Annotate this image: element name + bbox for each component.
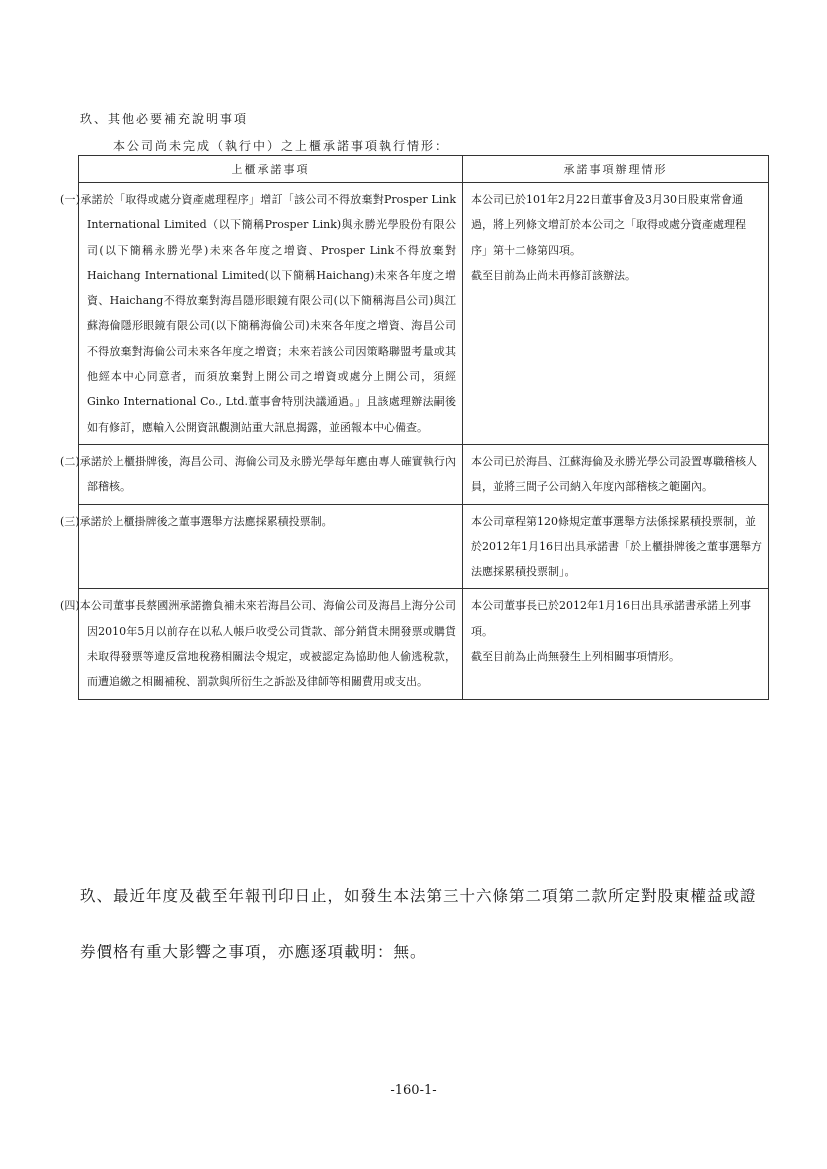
commitment-text: (二)承諾於上櫃掛牌後，海昌公司、海倫公司及永勝光學每年應由專人確實執行內部稽核。 [60,454,456,494]
commitments-table [60,155,769,700]
commitment-cell [60,444,463,504]
table-row [79,183,769,445]
page-number: -160-1- [390,1083,437,1098]
status-text: 本公司董事長已於2012年1月16日出具承諾書承諾上列事項。 [471,599,751,638]
table-row [79,444,769,504]
table-row [79,589,769,699]
commitment-text: (四)本公司董事長蔡國洲承諾擔負補未來若海昌公司、海倫公司及海昌上海分公司因2010年5月以前存在以私人帳戶收受公司貨款、部分銷貨未開發票或購貨未取得發票等違反當地稅務相關法令規定，或被認定為協助他人偷逃稅款，而遭追繳之相關補稅、罰款與所衍生之訴訟及律師等相關費用或支出。 [60,599,456,689]
table-header-row [79,156,769,183]
status-cell [463,589,769,699]
commitment-text: (三)承諾於上櫃掛牌後之董事選舉方法應採累積投票制。 [60,514,333,528]
table-row [79,504,769,589]
status-cell [463,504,769,589]
status-text: 本公司已於101年2月22日董事會及3月30日股東常會通過，將上列條文增訂於本公司之「取得或處分資產處理程序」第十二條第四項。 [471,193,746,257]
commitment-cell [60,504,463,589]
status-text: 本公司已於海昌、江蘇海倫及永勝光學公司設置專職稽核人員，並將三間子公司納入年度內部稽核之範圍內。 [471,454,757,494]
section-intro: 本公司尚未完成（執行中）之上櫃承諾事項執行情形： [113,139,450,153]
commitment-text: (一)承諾於「取得或處分資產處理程序」增訂「該公司不得放棄對Prosper Link International Limited（以下簡稱Prosper Link)與永勝光學股份有限公司(以下簡稱永勝光學)未來各年度之增資、Prosper Link不得放棄對Haichang International Limited(以下簡稱Haichang)未來各年度之增資、Haichang不得放棄對海昌隱形眼鏡有限公司(以下簡稱海昌公司)與江蘇海倫隱形眼鏡有限公司(以下簡稱海倫公司)未來各年度之增資、海昌公司不得放棄對海倫公司未來各年度之增資；未來若該公司因策略聯盟考量或其他經本中心同意者，而須放棄對上開公司之增資或處分上開公司，須經Ginko International Co., Ltd.董事會特別決議通過。」且該處理辦法嗣後如有修訂，應輸入公開資訊觀測站重大訊息揭露，並函報本中心備查。 [60,193,456,434]
commitment-cell [60,183,463,445]
section-title: 玖、其他必要補充說明事項 [80,112,249,126]
status-text: 本公司章程第120條規定董事選舉方法係採累積投票制，並於2012年1月16日出具承諾書「於上櫃掛牌後之董事選舉方法應採累積投票制」。 [471,514,762,579]
status-cell [463,183,769,445]
status-text: 截至目前為止尚未再修訂該辦法。 [471,268,636,282]
status-cell [463,444,769,504]
section-nine-text: 玖、最近年度及截至年報刊印日止，如發生本法第三十六條第二項第二款所定對股東權益或證券價格有重大影響之事項，亦應逐項載明：無。 [80,887,757,961]
status-text: 截至目前為止尚無發生上列相關事項情形。 [471,650,680,664]
header-commitment: 上櫃承諾事項 [79,156,463,183]
header-status: 承諾事項辦理情形 [463,156,769,183]
commitment-cell [60,589,463,699]
